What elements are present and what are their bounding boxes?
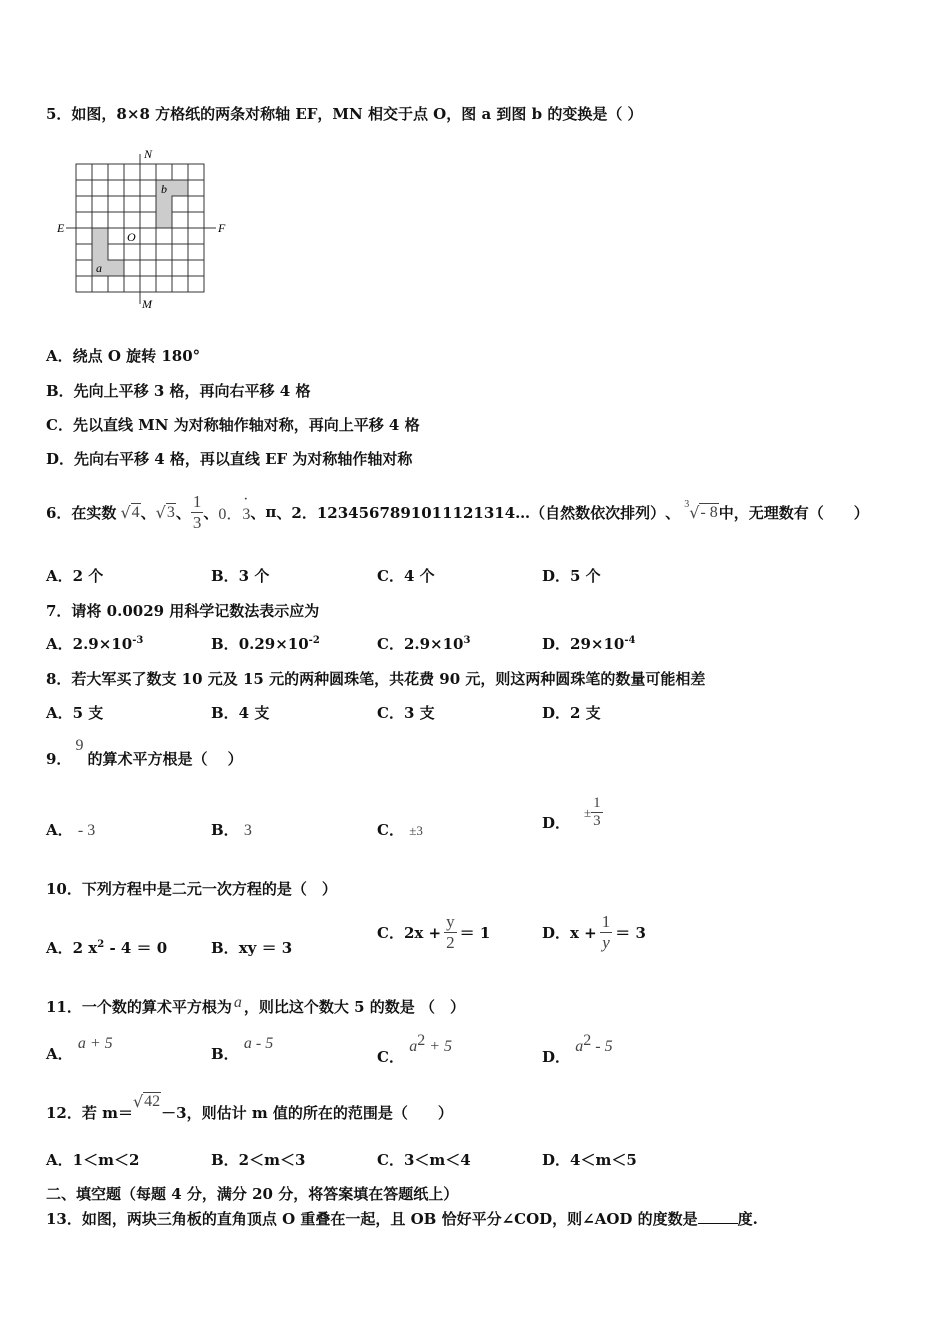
q7-option-c: C．$2.9\times 10^3$ [377,635,471,653]
q7-option-b: B．$0.29\times 10^{-2}$ [211,635,320,653]
q11-option-d: D． $a^2 - 5$ [542,1032,613,1066]
q9-option-a: A． - 3 [46,821,96,839]
q8-option-a: A．5 支 [46,704,104,722]
q12-option-d: D．4＜m＜5 [542,1151,637,1169]
q12-option-a: A．1＜m＜2 [46,1151,140,1169]
q5-option-b: B．先向上平移 3 格，再向右平移 4 格 [46,382,311,400]
section-2-heading: 二、填空题（每题 4 分，满分 20 分，将答案填在答题纸上） [46,1185,459,1203]
q6-option-d: D．5 个 [542,567,601,585]
q5-grid-figure [56,146,236,312]
q5-option-d: D．先向右平移 4 格，再以直线 EF 为对称轴作轴对称 [46,450,413,468]
q9-stem: 9．9的算术平方根是（ ） [46,737,243,768]
q11-stem: 11．一个数的算术平方根为 a ，则比这个数大 5 的数是 （ ） [46,994,465,1016]
q12-option-b: B．2＜m＜3 [211,1151,306,1169]
q6-stem: 6．在实数 √ 4 、 √ 3 、 $\frac{1}{3}$ 、 0．3 · 、 π 、 2．1234567891011121314…（自然数依次排列） 、 3 √ - 8 中，无理数有（ ） [46,490,869,532]
q5-stem: 5．如图，8×8 方格纸的两条对称轴 EF，MN 相交于点 O，图 a 到图 b 的变换是（ ） [46,105,643,123]
q10-option-b: B．xy ＝ 3 [211,939,293,957]
q10-option-a: A．2 $x^2 - 4 = 0$ [46,939,168,957]
q8-stem: 8．若大军买了数支 10 元及 15 元的两种圆珠笔，共花费 90 元，则这两种圆珠笔的数量可能相差 [46,670,706,688]
q11-option-b: B． a - 5 [211,1035,274,1063]
repeating-decimal: 0．3 · [218,490,251,523]
q9-option-c: C． ±3 [377,821,423,839]
q8-option-d: D．2 支 [542,704,601,722]
label-n: N [144,147,153,161]
q10-option-d: D． x + $\frac{1}{y}$ ＝ 3 [542,912,646,952]
q9-option-d: D． ± $\frac{1}{3}$ [542,795,601,832]
label-m: M [142,297,152,311]
q5-option-c: C．先以直线 MN 为对称轴作轴对称，再向上平移 4 格 [46,416,420,434]
q10-stem: 10．下列方程中是二元一次方程的是（ ） [46,880,337,898]
label-f: F [218,221,226,235]
q6-option-a: A．2 个 [46,567,104,585]
q7-stem: 7．请将 0.0029 用科学记数法表示应为 [46,602,320,620]
q5-option-a: A．绕点 O 旋转 180° [46,347,201,365]
label-a: a [96,261,102,275]
q6-option-c: C．4 个 [377,567,435,585]
q13-stem: 13．如图，两块三角板的直角顶点 O 重叠在一起，且 OB 恰好平分∠COD，则∠AOD 的度数是 度. [46,1210,758,1228]
q11-option-a: A． a + 5 [46,1035,113,1063]
label-o: O [127,230,136,244]
q6-option-b: B．3 个 [211,567,270,585]
q12-option-c: C．3＜m＜4 [377,1151,471,1169]
q11-option-c: C． $a^2 + 5$ [377,1032,452,1066]
q7-option-d: D．$29\times 10^{-4}$ [542,635,636,653]
q7-option-a: A．$2.9\times 10^{-3}$ [46,635,144,653]
q12-stem: 12．若 m＝ √ 42 －3，则估计 m 值的所在的范围是（ ） [46,1092,453,1122]
q10-option-c: C． 2x + $\frac{y}{2}$ ＝ 1 [377,912,491,952]
answer-blank [698,1222,738,1224]
label-e: E [57,221,65,235]
q8-option-b: B．4 支 [211,704,270,722]
q8-option-c: C．3 支 [377,704,435,722]
label-b: b [161,182,167,196]
q9-option-b: B． 3 [211,821,252,839]
